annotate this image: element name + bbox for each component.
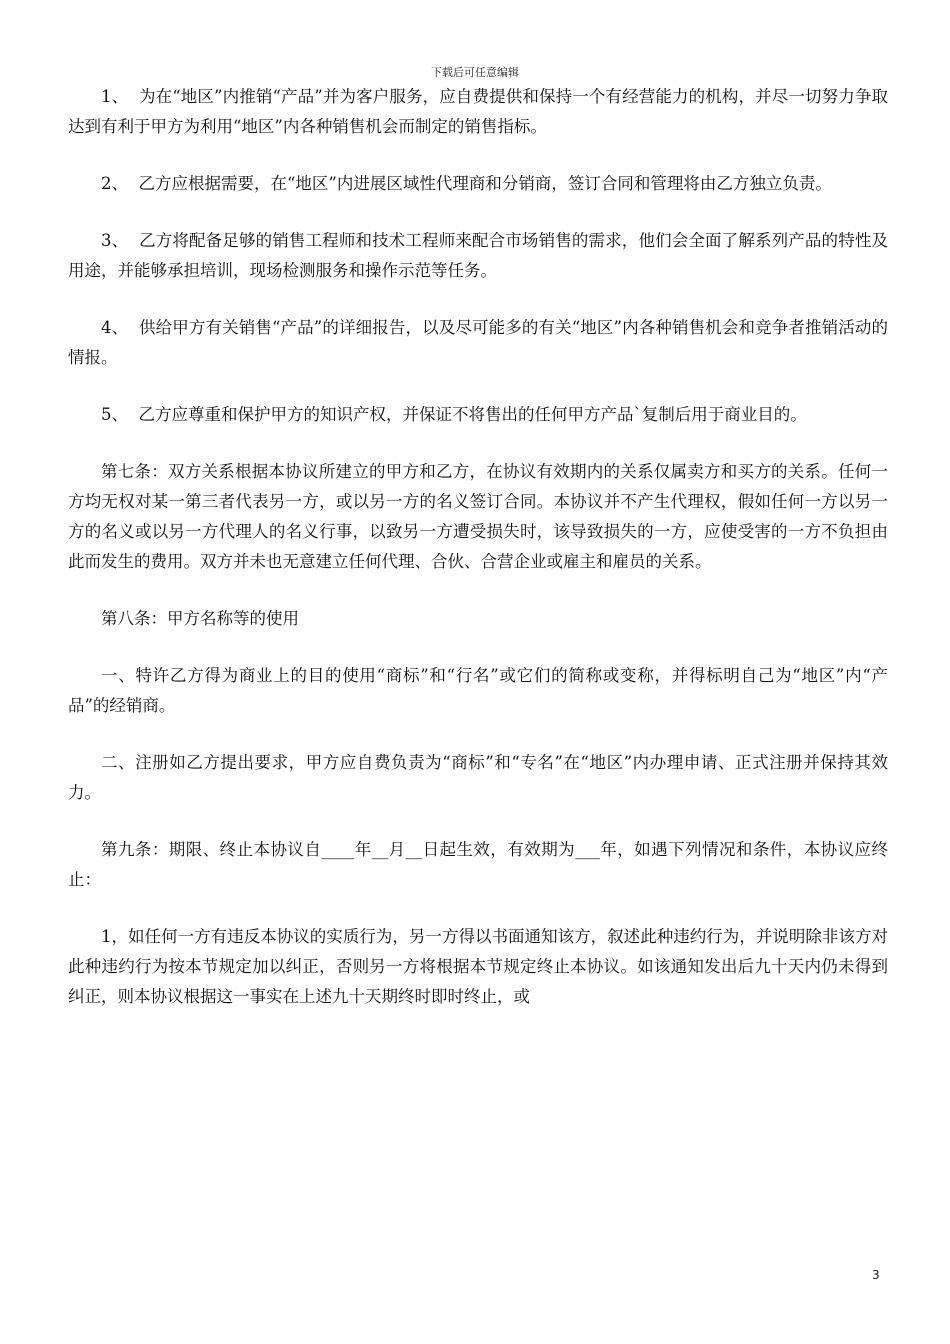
paragraph-article-8-item-2: 二、注册如乙方提出要求，甲方应自费负责为“商标”和“专名”在“地区”内办理申请、正式注册并保持其效力。 <box>68 753 888 802</box>
paragraph-article-7: 第七条：双方关系根据本协议所建立的甲方和乙方，在协议有效期内的关系仅属卖方和买方的关系。任何一方均无权对某一第三者代表另一方，或以另一方的名义签订合同。本协议并不产生代理权，假如任何一方以另一方的名义或以另一方代理人的名义行事，以致另一方遭受损失时，该导致损失的一方，应使受害的一方不负担由此而发生的费用。双方并未也无意建立任何代理、合伙、合营企业或雇主和雇员的关系。 <box>68 462 888 571</box>
page-number: 3 <box>872 1268 880 1282</box>
paragraph-clause-4: 4、 供给甲方有关销售“产品”的详细报告，以及尽可能多的有关“地区”内各种销售机会和竞争者推销活动的情报。 <box>68 318 888 367</box>
paragraph-clause-1: 1、 为在“地区”内推销“产品”并为客户服务，应自费提供和保持一个有经营能力的机构，并尽一切努力争取达到有利于甲方为利用“地区”内各种销售机会而制定的销售指标。 <box>68 87 888 136</box>
paragraph-clause-2: 2、 乙方应根据需要，在“地区”内进展区域性代理商和分销商，签订合同和管理将由乙方独立负责。 <box>101 174 832 193</box>
paragraph-article-9-item-1: 1，如任何一方有违反本协议的实质行为，另一方得以书面通知该方，叙述此种违约行为，并说明除非该方对此种违约行为按本节规定加以纠正，否则另一方将根据本节规定终止本协议。如该通知发出后九十天内仍未得到纠正，则本协议根据这一事实在上述九十天期终时即时终止，或 <box>68 927 888 1006</box>
document-body <box>68 82 888 1039</box>
paragraph-clause-3: 3、 乙方将配备足够的销售工程师和技术工程师来配合市场销售的需求，他们会全面了解系列产品的特性及用途，并能够承担培训，现场检测服务和操作示范等任务。 <box>68 231 888 280</box>
page-header: 下载后可任意编辑 <box>431 66 519 79</box>
paragraph-clause-5: 5、 乙方应尊重和保护甲方的知识产权，并保证不将售出的任何甲方产品`复制后用于商业目的。 <box>101 405 807 424</box>
paragraph-article-8-heading: 第八条：甲方名称等的使用 <box>101 609 299 628</box>
paragraph-article-9: 第九条：期限、终止本协议自____年__月__日起生效，有效期为___年，如遇下列情况和条件，本协议应终止： <box>68 840 888 889</box>
paragraph-article-8-item-1: 一、特许乙方得为商业上的目的使用“商标”和“行名”或它们的简称或变称，并得标明自己为“地区”内“产品”的经销商。 <box>68 666 888 715</box>
